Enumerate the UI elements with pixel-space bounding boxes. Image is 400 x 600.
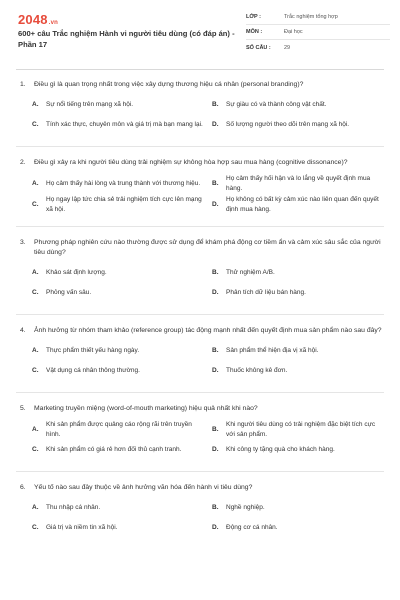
option-list [16,342,384,382]
answer-option[interactable] [212,284,384,302]
option-list [16,499,384,539]
answer-option[interactable] [212,420,384,439]
option-text: Sự nổi tiếng trên mạng xã hội. [46,101,134,109]
answer-option[interactable] [212,264,384,282]
option-letter: A. [32,504,39,512]
answer-option[interactable] [32,174,204,193]
option-text: Thử nghiệm A/B. [226,269,275,277]
question-number: 6. [20,484,26,491]
option-letter: C. [32,367,39,375]
option-text: Khảo sát định lượng. [46,269,107,277]
question-item [16,483,384,549]
option-letter: C. [32,200,39,208]
option-text: Động cơ cá nhân. [226,524,278,532]
option-text: Thuốc không kê đơn. [226,367,288,375]
option-letter: C. [32,446,39,454]
option-letter: B. [212,179,219,187]
option-text: Thu nhập cá nhân. [46,504,101,512]
answer-option[interactable] [212,195,384,214]
option-text: Sản phẩm thể hiện địa vị xã hội. [226,347,319,355]
question-header [16,238,384,258]
option-text: Vật dụng cá nhân thông thường. [46,367,140,375]
answer-option[interactable] [32,342,204,360]
question-text: Ảnh hưởng từ nhóm tham khảo (reference group) tác động mạnh nhất đến quyết định mua sản phẩm nào sau đây? [34,327,382,334]
option-letter: C. [32,121,39,129]
option-text: Khi sản phẩm có giá rẻ hơn đối thủ cạnh tranh. [46,446,182,454]
logo-text: 2048 [18,12,48,27]
question-number: 5. [20,405,26,412]
option-text: Nghề nghiệp. [226,504,265,512]
option-letter: B. [212,425,219,433]
answer-option[interactable] [32,499,204,517]
question-header [16,326,384,336]
option-letter: B. [212,504,219,512]
meta-value: 29 [284,44,291,51]
option-text: Họ cảm thấy hối hận và lo lắng về quyết định mua hàng. [226,175,371,192]
option-letter: D. [212,121,219,129]
question-number: 2. [20,159,26,166]
question-number: 3. [20,239,26,246]
answer-option[interactable] [32,519,204,537]
option-text: Thực phẩm thiết yếu hàng ngày. [46,347,140,355]
option-text: Giá trị và niềm tin xã hội. [46,524,118,532]
option-letter: D. [212,367,219,375]
option-letter: C. [32,524,39,532]
option-text: Sự giàu có và thành công vật chất. [226,101,327,109]
answer-option[interactable] [212,362,384,380]
option-letter: A. [32,269,39,277]
answer-option[interactable] [212,342,384,360]
option-text: Tính xác thực, chuyên môn và giá trị mà bạn mang lại. [46,121,203,129]
meta-label: SỐ CÂU : [246,44,271,51]
option-letter: D. [212,289,219,297]
option-letter: C. [32,289,39,297]
question-header [16,404,384,414]
option-letter: A. [32,101,39,109]
answer-option[interactable] [32,116,204,134]
option-letter: A. [32,347,39,355]
question-header [16,483,384,493]
answer-option[interactable] [212,499,384,517]
question-item [16,238,384,315]
option-letter: D. [212,524,219,532]
meta-row-count [246,40,390,55]
question-text: Điều gì là quan trọng nhất trong việc xây dựng thương hiệu cá nhân (personal branding)? [34,81,304,88]
question-item [16,404,384,472]
question-number: 4. [20,327,26,334]
answer-option[interactable] [212,441,384,459]
answer-option[interactable] [32,96,204,114]
answer-option[interactable] [212,519,384,537]
meta-value: Trắc nghiệm tổng hợp [284,14,338,20]
answer-option[interactable] [32,362,204,380]
question-list [16,70,384,549]
answer-option[interactable] [32,264,204,282]
question-text: Yếu tố nào sau đây thuộc về ảnh hưởng văn hóa đến hành vi tiêu dùng? [34,484,253,491]
question-item [16,158,384,227]
answer-option[interactable] [32,441,204,459]
question-header [16,158,384,168]
option-text: Số lượng người theo dõi trên mạng xã hội. [226,121,350,129]
option-letter: A. [32,179,39,187]
site-logo[interactable] [18,12,58,27]
option-text: Khi người tiêu dùng có trải nghiệm đặc biệt tích cực với sản phẩm. [226,421,376,438]
question-text: Marketing truyền miệng (word-of-mouth marketing) hiệu quả nhất khi nào? [34,405,258,412]
option-letter: D. [212,446,219,454]
meta-value: Đại học [284,29,303,35]
meta-label: LỚP : [246,14,261,20]
option-text: Họ cảm thấy hài lòng và trung thành với thương hiệu. [46,179,201,187]
question-text: Phương pháp nghiên cứu nào thường được sử dụng để khám phá động cơ tiềm ẩn và cảm xúc sâu sắc của người tiêu dùng? [34,239,381,256]
option-letter: B. [212,101,219,109]
option-text: Phỏng vấn sâu. [46,289,92,297]
option-list [16,96,384,136]
answer-option[interactable] [212,96,384,114]
option-text: Họ không có bất kỳ cảm xúc nào liên quan đến quyết định mua hàng. [226,196,379,213]
option-letter: D. [212,200,219,208]
option-list [16,174,384,216]
answer-option[interactable] [32,195,204,214]
header [16,0,384,70]
answer-option[interactable] [32,284,204,302]
option-letter: B. [212,269,219,277]
meta-row-class [246,10,390,25]
option-text: Phân tích dữ liệu bán hàng. [226,289,306,297]
question-number: 1. [20,81,26,88]
option-list [16,420,384,461]
logo-suffix: .vn [48,20,59,26]
option-text: Khi công ty tặng quà cho khách hàng. [226,446,335,454]
meta-table [246,10,390,55]
page-title: 600+ câu Trắc nghiệm Hành vi người tiêu dùng (có đáp án) - Phần 17 [18,29,235,49]
question-item [16,80,384,147]
question-text: Điều gì xảy ra khi người tiêu dùng trải nghiệm sự không hòa hợp sau mua hàng (cognitive dissonance)? [34,159,348,166]
option-text: Họ ngay lập tức chia sẻ trải nghiệm tích cực lên mạng xã hội. [46,196,202,213]
answer-option[interactable] [32,420,204,439]
option-letter: A. [32,425,39,433]
meta-label: MÔN : [246,29,263,35]
answer-option[interactable] [212,116,384,134]
option-list [16,264,384,304]
question-header [16,80,384,90]
meta-row-subject [246,25,390,40]
option-letter: B. [212,347,219,355]
answer-option[interactable] [212,174,384,193]
question-item [16,326,384,393]
option-text: Khi sản phẩm được quảng cáo rộng rãi trên truyền hình. [46,421,192,438]
